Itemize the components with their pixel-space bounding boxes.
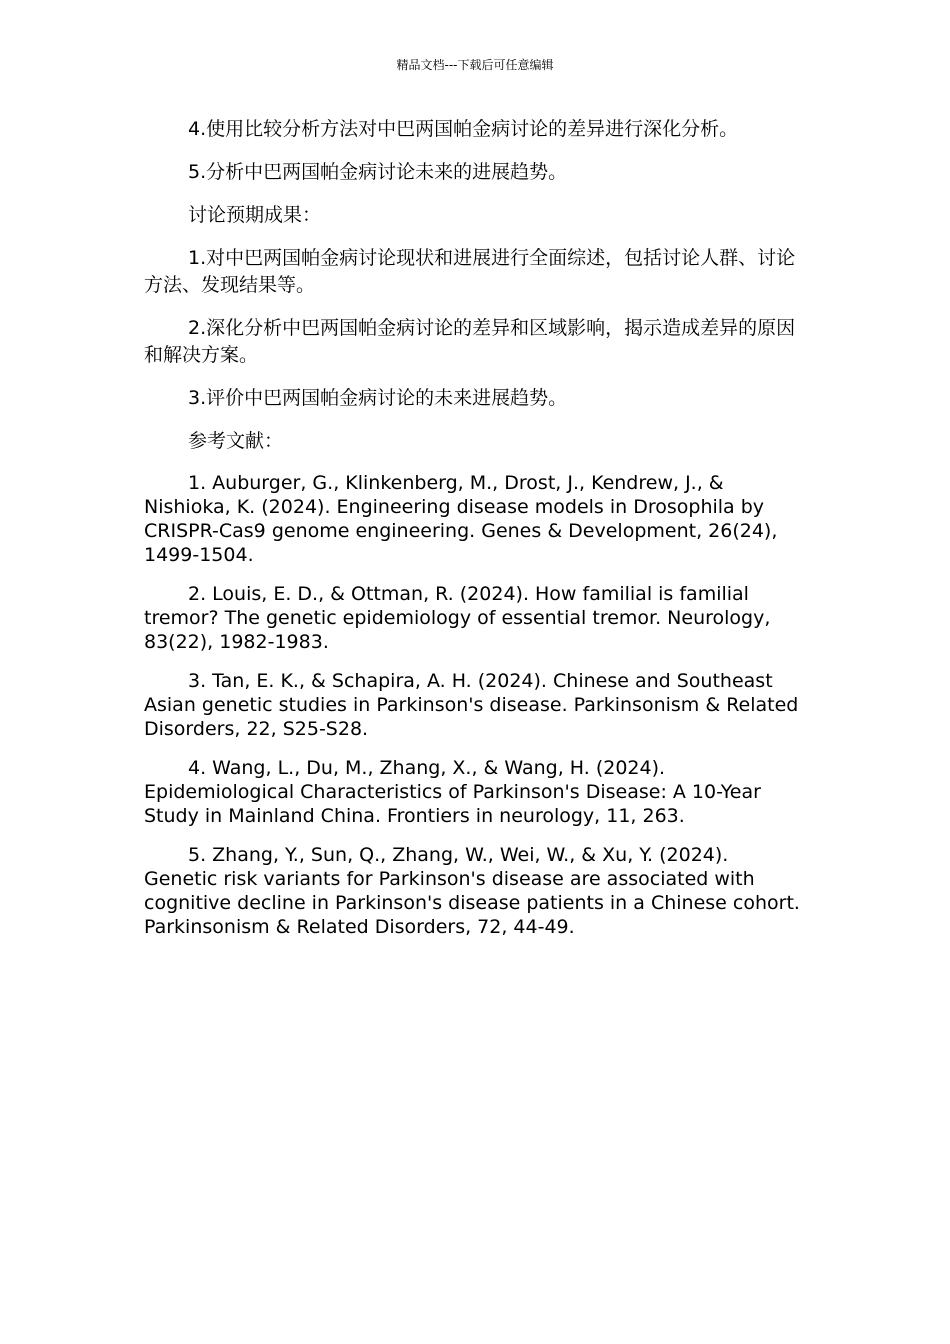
paragraph-result-3: 3.评价中巴两国帕金病讨论的未来进展趋势。 xyxy=(188,387,568,409)
document-body xyxy=(144,116,806,954)
paragraph-result-2: 2.深化分析中巴两国帕金病讨论的差异和区域影响，揭示造成差异的原因和解决方案。 xyxy=(144,317,796,366)
reference-item-2: 2. Louis, E. D., & Ottman, R. (2024). How familial is familial tremor? The genetic epidemiology of essential tremor. Neurology, 83(22), 1982-1983. xyxy=(144,583,771,653)
paragraph-method-4: 4.使用比较分析方法对中巴两国帕金病讨论的差异进行深化分析。 xyxy=(188,118,739,140)
paragraph-result-1: 1.对中巴两国帕金病讨论现状和进展进行全面综述，包括讨论人群、讨论方法、发现结果等。 xyxy=(144,247,796,296)
section-heading-references: 参考文献： xyxy=(188,430,284,452)
paragraph-method-5: 5.分析中巴两国帕金病讨论未来的进展趋势。 xyxy=(188,161,568,183)
page-header: 精品文档---下载后可任意编辑 xyxy=(396,58,554,72)
reference-item-1: 1. Auburger, G., Klinkenberg, M., Drost, J., Kendrew, J., & Nishioka, K. (2024). Engineering disease models in Drosophila by CRISPR-Cas9 genome engineering. Genes & Development, 26(24), 1499-1504. xyxy=(144,472,778,566)
reference-item-4: 4. Wang, L., Du, M., Zhang, X., & Wang, H. (2024). Epidemiological Characteristics of Parkinson's Disease: A 10-Year Study in Mainland China. Frontiers in neurology, 11, 263. xyxy=(144,757,761,827)
reference-item-3: 3. Tan, E. K., & Schapira, A. H. (2024). Chinese and Southeast Asian genetic studies in Parkinson's disease. Parkinsonism & Related Disorders, 22, S25-S28. xyxy=(144,670,799,740)
reference-item-5: 5. Zhang, Y., Sun, Q., Zhang, W., Wei, W., & Xu, Y. (2024). Genetic risk variants for Parkinson's disease are associated with cognitive decline in Parkinson's disease patients in a Chinese cohort. Parkinsonism & Related Disorders, 72, 44-49. xyxy=(144,844,800,938)
section-heading-expected-results: 讨论预期成果： xyxy=(188,204,322,226)
